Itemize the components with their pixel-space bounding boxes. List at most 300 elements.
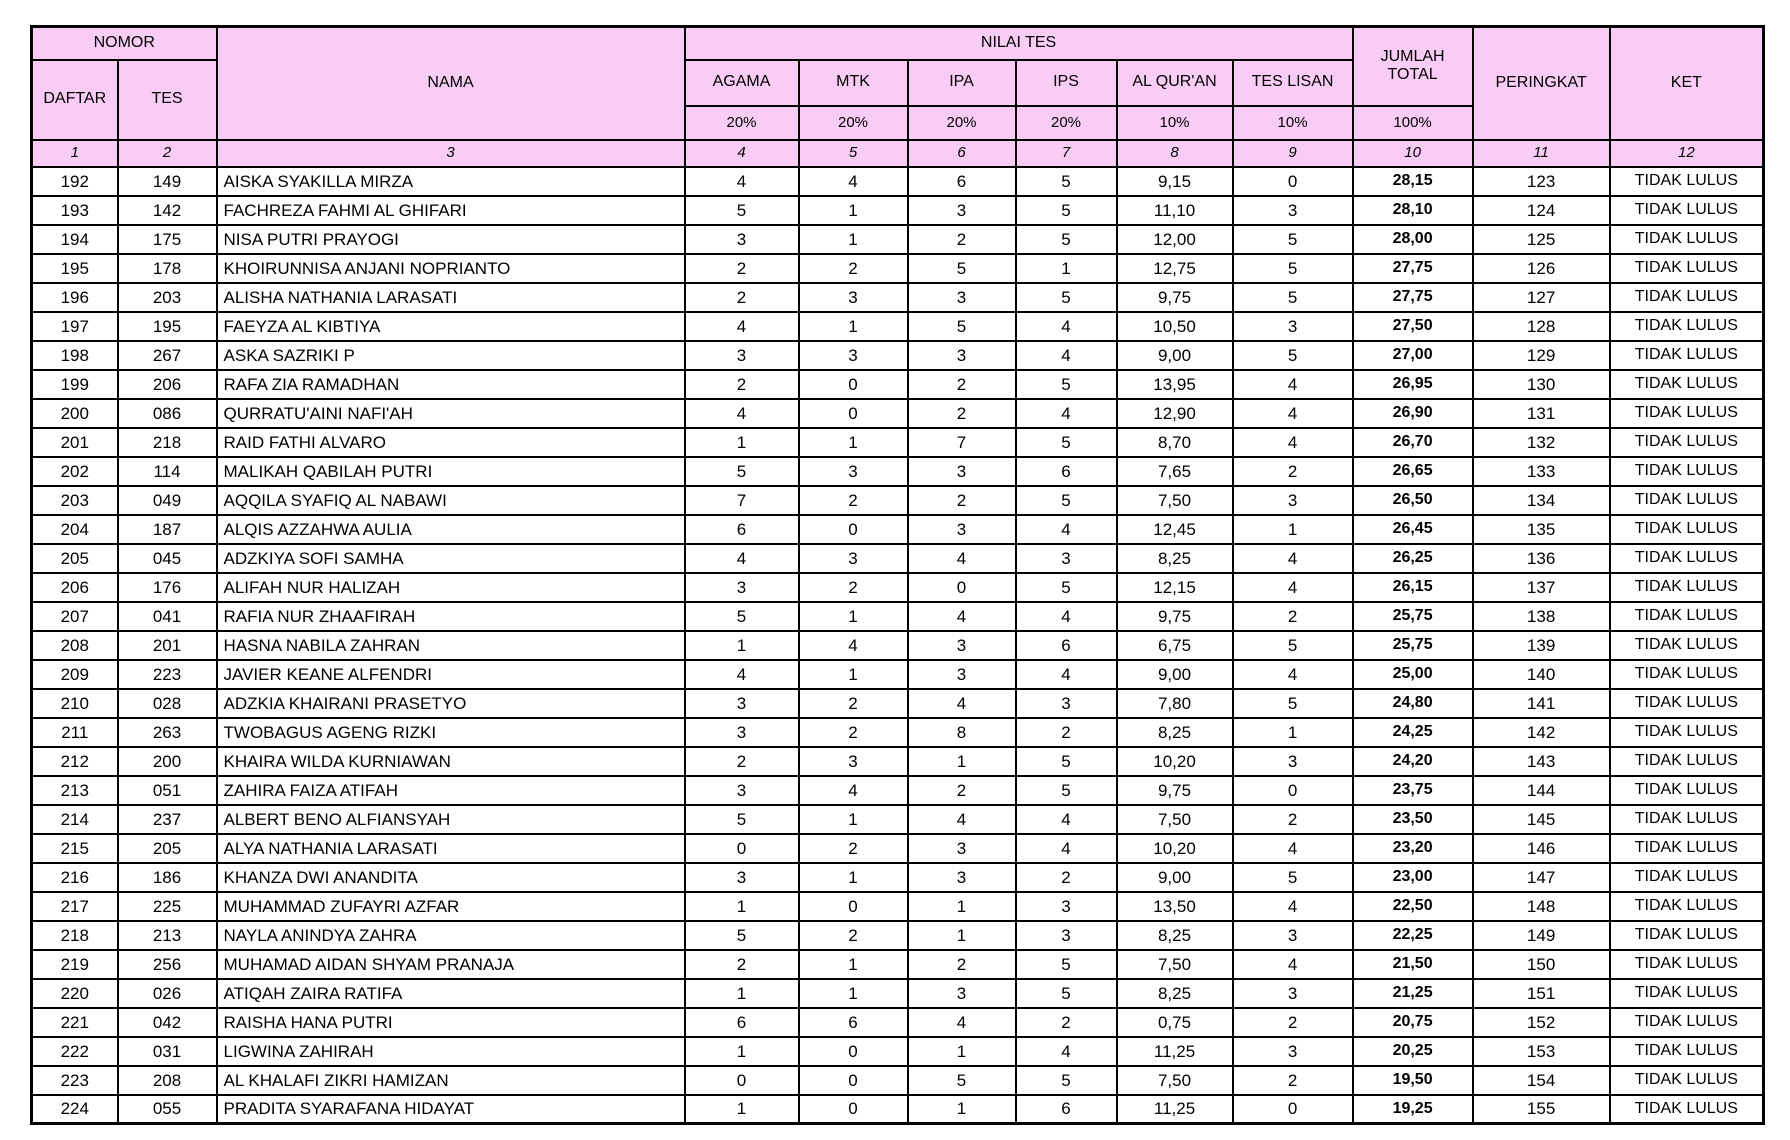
- cell-teslisan: 5: [1233, 225, 1353, 254]
- cell-nama: TWOBAGUS AGENG RIZKI: [217, 718, 685, 747]
- cell-jumlah-total: 26,50: [1353, 486, 1473, 515]
- cell-ket: TIDAK LULUS: [1610, 921, 1764, 950]
- header-jumlah-line1: JUMLAH: [1380, 47, 1445, 65]
- header-row-colnumbers: [32, 140, 1764, 167]
- cell-mtk: 3: [799, 283, 908, 312]
- cell-ket: TIDAK LULUS: [1610, 399, 1764, 428]
- cell-ips: 3: [1016, 892, 1117, 921]
- table-row: [32, 225, 1764, 254]
- cell-mtk: 3: [799, 457, 908, 486]
- cell-peringkat: 124: [1473, 196, 1610, 225]
- cell-alquran: 9,75: [1117, 776, 1233, 805]
- cell-agama: 0: [685, 1066, 799, 1095]
- cell-nomor-tes: 201: [118, 631, 217, 660]
- table-row: [32, 1037, 1764, 1066]
- cell-teslisan: 3: [1233, 921, 1353, 950]
- cell-ket: TIDAK LULUS: [1610, 428, 1764, 457]
- cell-mtk: 2: [799, 689, 908, 718]
- cell-nama: ALISHA NATHANIA LARASATI: [217, 283, 685, 312]
- cell-ips: 4: [1016, 515, 1117, 544]
- cell-ket: TIDAK LULUS: [1610, 660, 1764, 689]
- cell-nama: ALBERT BENO ALFIANSYAH: [217, 805, 685, 834]
- colnum-6: 6: [908, 140, 1016, 167]
- cell-alquran: 9,75: [1117, 602, 1233, 631]
- cell-jumlah-total: 28,15: [1353, 167, 1473, 196]
- cell-jumlah-total: 21,50: [1353, 950, 1473, 979]
- cell-ipa: 4: [908, 689, 1016, 718]
- cell-peringkat: 151: [1473, 979, 1610, 1008]
- colnum-7: 7: [1016, 140, 1117, 167]
- cell-teslisan: 5: [1233, 341, 1353, 370]
- cell-ket: TIDAK LULUS: [1610, 196, 1764, 225]
- cell-teslisan: 2: [1233, 1008, 1353, 1037]
- cell-ket: TIDAK LULUS: [1610, 1008, 1764, 1037]
- cell-agama: 6: [685, 1008, 799, 1037]
- cell-agama: 6: [685, 515, 799, 544]
- cell-peringkat: 140: [1473, 660, 1610, 689]
- table-row: [32, 718, 1764, 747]
- cell-nomor-tes: 114: [118, 457, 217, 486]
- cell-ket: TIDAK LULUS: [1610, 225, 1764, 254]
- cell-nomor-daftar: 211: [32, 718, 118, 747]
- cell-ips: 5: [1016, 167, 1117, 196]
- cell-nomor-tes: 205: [118, 834, 217, 863]
- cell-jumlah-total: 26,90: [1353, 399, 1473, 428]
- cell-teslisan: 4: [1233, 834, 1353, 863]
- cell-nomor-daftar: 208: [32, 631, 118, 660]
- cell-nama: ADZKIA KHAIRANI PRASETYO: [217, 689, 685, 718]
- colnum-2: 2: [118, 140, 217, 167]
- cell-mtk: 1: [799, 979, 908, 1008]
- table-row: [32, 921, 1764, 950]
- cell-ipa: 1: [908, 747, 1016, 776]
- cell-teslisan: 5: [1233, 283, 1353, 312]
- cell-alquran: 11,10: [1117, 196, 1233, 225]
- cell-nama: ALYA NATHANIA LARASATI: [217, 834, 685, 863]
- cell-peringkat: 135: [1473, 515, 1610, 544]
- cell-mtk: 0: [799, 399, 908, 428]
- cell-mtk: 2: [799, 254, 908, 283]
- cell-nomor-daftar: 209: [32, 660, 118, 689]
- cell-ket: TIDAK LULUS: [1610, 602, 1764, 631]
- cell-ips: 5: [1016, 225, 1117, 254]
- cell-nomor-daftar: 192: [32, 167, 118, 196]
- cell-alquran: 7,50: [1117, 805, 1233, 834]
- cell-ket: TIDAK LULUS: [1610, 805, 1764, 834]
- cell-nomor-daftar: 205: [32, 544, 118, 573]
- cell-jumlah-total: 24,80: [1353, 689, 1473, 718]
- cell-agama: 5: [685, 921, 799, 950]
- cell-ket: TIDAK LULUS: [1610, 254, 1764, 283]
- table-row: [32, 167, 1764, 196]
- table-row: [32, 428, 1764, 457]
- cell-jumlah-total: 25,75: [1353, 602, 1473, 631]
- cell-jumlah-total: 19,25: [1353, 1095, 1473, 1124]
- cell-nomor-daftar: 216: [32, 863, 118, 892]
- cell-peringkat: 152: [1473, 1008, 1610, 1037]
- cell-teslisan: 3: [1233, 747, 1353, 776]
- table-row: [32, 950, 1764, 979]
- cell-ips: 2: [1016, 863, 1117, 892]
- cell-ipa: 3: [908, 834, 1016, 863]
- cell-teslisan: 3: [1233, 312, 1353, 341]
- header-jumlah-total: [1353, 27, 1473, 106]
- cell-agama: 1: [685, 1095, 799, 1124]
- table-row: [32, 602, 1764, 631]
- cell-jumlah-total: 23,75: [1353, 776, 1473, 805]
- table-row: [32, 283, 1764, 312]
- cell-ket: TIDAK LULUS: [1610, 950, 1764, 979]
- cell-alquran: 8,25: [1117, 718, 1233, 747]
- cell-alquran: 9,00: [1117, 660, 1233, 689]
- cell-alquran: 11,25: [1117, 1095, 1233, 1124]
- cell-nama: NAYLA ANINDYA ZAHRA: [217, 921, 685, 950]
- cell-jumlah-total: 28,00: [1353, 225, 1473, 254]
- cell-ips: 4: [1016, 660, 1117, 689]
- cell-jumlah-total: 23,50: [1353, 805, 1473, 834]
- cell-ipa: 1: [908, 1095, 1016, 1124]
- cell-nama: ZAHIRA FAIZA ATIFAH: [217, 776, 685, 805]
- cell-nomor-daftar: 202: [32, 457, 118, 486]
- cell-ips: 2: [1016, 1008, 1117, 1037]
- cell-ips: 6: [1016, 457, 1117, 486]
- cell-ket: TIDAK LULUS: [1610, 167, 1764, 196]
- cell-ket: TIDAK LULUS: [1610, 515, 1764, 544]
- cell-peringkat: 129: [1473, 341, 1610, 370]
- header-peringkat: PERINGKAT: [1473, 27, 1610, 140]
- cell-peringkat: 153: [1473, 1037, 1610, 1066]
- cell-nomor-daftar: 199: [32, 370, 118, 399]
- colnum-11: 11: [1473, 140, 1610, 167]
- cell-mtk: 2: [799, 718, 908, 747]
- cell-ipa: 3: [908, 457, 1016, 486]
- weight-mtk: 20%: [799, 106, 908, 140]
- cell-alquran: 7,50: [1117, 1066, 1233, 1095]
- cell-nama: RAFIA NUR ZHAAFIRAH: [217, 602, 685, 631]
- cell-ket: TIDAK LULUS: [1610, 457, 1764, 486]
- cell-alquran: 7,50: [1117, 486, 1233, 515]
- cell-ket: TIDAK LULUS: [1610, 979, 1764, 1008]
- cell-nomor-daftar: 204: [32, 515, 118, 544]
- cell-ips: 4: [1016, 834, 1117, 863]
- cell-nomor-tes: 206: [118, 370, 217, 399]
- cell-nomor-daftar: 224: [32, 1095, 118, 1124]
- cell-nomor-daftar: 196: [32, 283, 118, 312]
- cell-nomor-tes: 218: [118, 428, 217, 457]
- cell-ipa: 3: [908, 979, 1016, 1008]
- cell-ips: 5: [1016, 979, 1117, 1008]
- cell-peringkat: 136: [1473, 544, 1610, 573]
- cell-teslisan: 5: [1233, 863, 1353, 892]
- cell-jumlah-total: 20,25: [1353, 1037, 1473, 1066]
- cell-nama: ATIQAH ZAIRA RATIFA: [217, 979, 685, 1008]
- cell-nomor-tes: 256: [118, 950, 217, 979]
- cell-peringkat: 132: [1473, 428, 1610, 457]
- cell-ips: 5: [1016, 196, 1117, 225]
- cell-nomor-tes: 149: [118, 167, 217, 196]
- cell-peringkat: 150: [1473, 950, 1610, 979]
- table-row: [32, 834, 1764, 863]
- header-row-groups: [32, 27, 1764, 60]
- cell-agama: 1: [685, 1037, 799, 1066]
- cell-ket: TIDAK LULUS: [1610, 689, 1764, 718]
- cell-ipa: 4: [908, 602, 1016, 631]
- cell-ipa: 6: [908, 167, 1016, 196]
- cell-alquran: 7,65: [1117, 457, 1233, 486]
- cell-nomor-tes: 042: [118, 1008, 217, 1037]
- cell-alquran: 8,25: [1117, 921, 1233, 950]
- cell-nomor-daftar: 217: [32, 892, 118, 921]
- cell-teslisan: 0: [1233, 776, 1353, 805]
- cell-ipa: 2: [908, 950, 1016, 979]
- table-row: [32, 341, 1764, 370]
- cell-nomor-daftar: 203: [32, 486, 118, 515]
- cell-teslisan: 3: [1233, 196, 1353, 225]
- cell-teslisan: 3: [1233, 486, 1353, 515]
- cell-nama: HASNA NABILA ZAHRAN: [217, 631, 685, 660]
- cell-ipa: 3: [908, 196, 1016, 225]
- cell-agama: 4: [685, 167, 799, 196]
- cell-nomor-daftar: 214: [32, 805, 118, 834]
- cell-ips: 5: [1016, 283, 1117, 312]
- cell-mtk: 2: [799, 486, 908, 515]
- cell-ipa: 3: [908, 283, 1016, 312]
- cell-alquran: 12,45: [1117, 515, 1233, 544]
- cell-ipa: 4: [908, 1008, 1016, 1037]
- cell-ket: TIDAK LULUS: [1610, 892, 1764, 921]
- cell-peringkat: 143: [1473, 747, 1610, 776]
- cell-ipa: 2: [908, 225, 1016, 254]
- cell-mtk: 1: [799, 660, 908, 689]
- cell-alquran: 10,20: [1117, 747, 1233, 776]
- results-table: [30, 25, 1765, 1125]
- cell-teslisan: 2: [1233, 602, 1353, 631]
- cell-ket: TIDAK LULUS: [1610, 370, 1764, 399]
- cell-teslisan: 4: [1233, 428, 1353, 457]
- cell-mtk: 1: [799, 805, 908, 834]
- cell-mtk: 1: [799, 428, 908, 457]
- cell-mtk: 0: [799, 892, 908, 921]
- cell-nomor-tes: 208: [118, 1066, 217, 1095]
- cell-ips: 2: [1016, 718, 1117, 747]
- cell-teslisan: 4: [1233, 660, 1353, 689]
- cell-ips: 4: [1016, 1037, 1117, 1066]
- cell-nama: FAEYZA AL KIBTIYA: [217, 312, 685, 341]
- cell-ket: TIDAK LULUS: [1610, 834, 1764, 863]
- cell-teslisan: 2: [1233, 457, 1353, 486]
- cell-nomor-tes: 186: [118, 863, 217, 892]
- cell-nomor-tes: 213: [118, 921, 217, 950]
- cell-agama: 1: [685, 979, 799, 1008]
- cell-teslisan: 1: [1233, 718, 1353, 747]
- cell-alquran: 8,70: [1117, 428, 1233, 457]
- cell-peringkat: 149: [1473, 921, 1610, 950]
- cell-ipa: 3: [908, 341, 1016, 370]
- cell-agama: 2: [685, 950, 799, 979]
- cell-agama: 2: [685, 254, 799, 283]
- cell-mtk: 2: [799, 573, 908, 602]
- cell-nomor-daftar: 221: [32, 1008, 118, 1037]
- cell-teslisan: 0: [1233, 1095, 1353, 1124]
- cell-peringkat: 125: [1473, 225, 1610, 254]
- cell-agama: 3: [685, 341, 799, 370]
- cell-mtk: 2: [799, 921, 908, 950]
- cell-alquran: 9,00: [1117, 341, 1233, 370]
- cell-mtk: 1: [799, 196, 908, 225]
- cell-alquran: 10,20: [1117, 834, 1233, 863]
- cell-ips: 5: [1016, 776, 1117, 805]
- cell-mtk: 4: [799, 631, 908, 660]
- cell-ipa: 4: [908, 544, 1016, 573]
- cell-peringkat: 144: [1473, 776, 1610, 805]
- cell-agama: 5: [685, 196, 799, 225]
- cell-peringkat: 126: [1473, 254, 1610, 283]
- cell-alquran: 13,50: [1117, 892, 1233, 921]
- cell-ips: 6: [1016, 631, 1117, 660]
- cell-nama: RAID FATHI ALVARO: [217, 428, 685, 457]
- cell-ket: TIDAK LULUS: [1610, 631, 1764, 660]
- cell-ipa: 2: [908, 776, 1016, 805]
- cell-agama: 1: [685, 428, 799, 457]
- cell-nomor-tes: 178: [118, 254, 217, 283]
- cell-ips: 3: [1016, 689, 1117, 718]
- colnum-8: 8: [1117, 140, 1233, 167]
- cell-agama: 7: [685, 486, 799, 515]
- cell-ket: TIDAK LULUS: [1610, 544, 1764, 573]
- cell-ket: TIDAK LULUS: [1610, 312, 1764, 341]
- cell-ips: 4: [1016, 399, 1117, 428]
- header-subject-ipa: IPA: [908, 60, 1016, 106]
- cell-peringkat: 130: [1473, 370, 1610, 399]
- cell-nama: LIGWINA ZAHIRAH: [217, 1037, 685, 1066]
- cell-mtk: 0: [799, 370, 908, 399]
- header-subject-agama: AGAMA: [685, 60, 799, 106]
- cell-nomor-daftar: 219: [32, 950, 118, 979]
- cell-nama: FACHREZA FAHMI AL GHIFARI: [217, 196, 685, 225]
- cell-agama: 4: [685, 399, 799, 428]
- table-row: [32, 863, 1764, 892]
- cell-alquran: 11,25: [1117, 1037, 1233, 1066]
- cell-nomor-tes: 223: [118, 660, 217, 689]
- cell-peringkat: 145: [1473, 805, 1610, 834]
- cell-mtk: 1: [799, 225, 908, 254]
- cell-nomor-daftar: 215: [32, 834, 118, 863]
- cell-agama: 0: [685, 834, 799, 863]
- cell-agama: 3: [685, 863, 799, 892]
- cell-alquran: 6,75: [1117, 631, 1233, 660]
- weight-total: 100%: [1353, 106, 1473, 140]
- cell-mtk: 3: [799, 747, 908, 776]
- cell-nama: AL KHALAFI ZIKRI HAMIZAN: [217, 1066, 685, 1095]
- cell-alquran: 9,00: [1117, 863, 1233, 892]
- table-row: [32, 805, 1764, 834]
- table-row: [32, 892, 1764, 921]
- cell-nomor-tes: 187: [118, 515, 217, 544]
- cell-jumlah-total: 23,00: [1353, 863, 1473, 892]
- cell-ket: TIDAK LULUS: [1610, 341, 1764, 370]
- cell-nomor-daftar: 206: [32, 573, 118, 602]
- cell-peringkat: 134: [1473, 486, 1610, 515]
- cell-ipa: 2: [908, 486, 1016, 515]
- cell-ipa: 5: [908, 1066, 1016, 1095]
- cell-agama: 2: [685, 747, 799, 776]
- table-row: [32, 689, 1764, 718]
- table-header: [32, 27, 1764, 167]
- cell-ipa: 2: [908, 399, 1016, 428]
- colnum-5: 5: [799, 140, 908, 167]
- weight-teslisan: 10%: [1233, 106, 1353, 140]
- cell-nomor-daftar: 197: [32, 312, 118, 341]
- cell-ket: TIDAK LULUS: [1610, 1066, 1764, 1095]
- cell-nomor-tes: 176: [118, 573, 217, 602]
- cell-peringkat: 123: [1473, 167, 1610, 196]
- cell-ipa: 5: [908, 254, 1016, 283]
- cell-agama: 3: [685, 689, 799, 718]
- table-row: [32, 1008, 1764, 1037]
- cell-nomor-tes: 031: [118, 1037, 217, 1066]
- cell-nomor-daftar: 223: [32, 1066, 118, 1095]
- cell-nomor-tes: 200: [118, 747, 217, 776]
- cell-teslisan: 5: [1233, 254, 1353, 283]
- cell-ips: 4: [1016, 341, 1117, 370]
- cell-agama: 1: [685, 631, 799, 660]
- cell-teslisan: 4: [1233, 399, 1353, 428]
- cell-peringkat: 137: [1473, 573, 1610, 602]
- cell-teslisan: 3: [1233, 979, 1353, 1008]
- cell-mtk: 3: [799, 544, 908, 573]
- cell-alquran: 0,75: [1117, 1008, 1233, 1037]
- cell-ket: TIDAK LULUS: [1610, 776, 1764, 805]
- cell-teslisan: 0: [1233, 167, 1353, 196]
- cell-agama: 4: [685, 544, 799, 573]
- colnum-3: 3: [217, 140, 685, 167]
- cell-alquran: 8,25: [1117, 544, 1233, 573]
- cell-ipa: 7: [908, 428, 1016, 457]
- cell-alquran: 10,50: [1117, 312, 1233, 341]
- cell-agama: 5: [685, 805, 799, 834]
- table-row: [32, 515, 1764, 544]
- cell-teslisan: 5: [1233, 689, 1353, 718]
- cell-ket: TIDAK LULUS: [1610, 573, 1764, 602]
- cell-nomor-tes: 026: [118, 979, 217, 1008]
- cell-jumlah-total: 27,75: [1353, 283, 1473, 312]
- cell-mtk: 1: [799, 602, 908, 631]
- cell-nomor-daftar: 220: [32, 979, 118, 1008]
- cell-jumlah-total: 26,95: [1353, 370, 1473, 399]
- cell-nomor-daftar: 194: [32, 225, 118, 254]
- cell-nomor-tes: 237: [118, 805, 217, 834]
- cell-nomor-daftar: 195: [32, 254, 118, 283]
- cell-nomor-daftar: 218: [32, 921, 118, 950]
- cell-nomor-daftar: 193: [32, 196, 118, 225]
- cell-teslisan: 4: [1233, 892, 1353, 921]
- table-row: [32, 544, 1764, 573]
- cell-jumlah-total: 22,25: [1353, 921, 1473, 950]
- cell-peringkat: 131: [1473, 399, 1610, 428]
- cell-teslisan: 2: [1233, 805, 1353, 834]
- cell-alquran: 12,15: [1117, 573, 1233, 602]
- table-row: [32, 631, 1764, 660]
- cell-ket: TIDAK LULUS: [1610, 486, 1764, 515]
- weight-agama: 20%: [685, 106, 799, 140]
- cell-jumlah-total: 24,25: [1353, 718, 1473, 747]
- cell-jumlah-total: 23,20: [1353, 834, 1473, 863]
- cell-mtk: 0: [799, 1037, 908, 1066]
- cell-peringkat: 146: [1473, 834, 1610, 863]
- cell-nomor-tes: 041: [118, 602, 217, 631]
- cell-nama: RAISHA HANA PUTRI: [217, 1008, 685, 1037]
- colnum-12: 12: [1610, 140, 1764, 167]
